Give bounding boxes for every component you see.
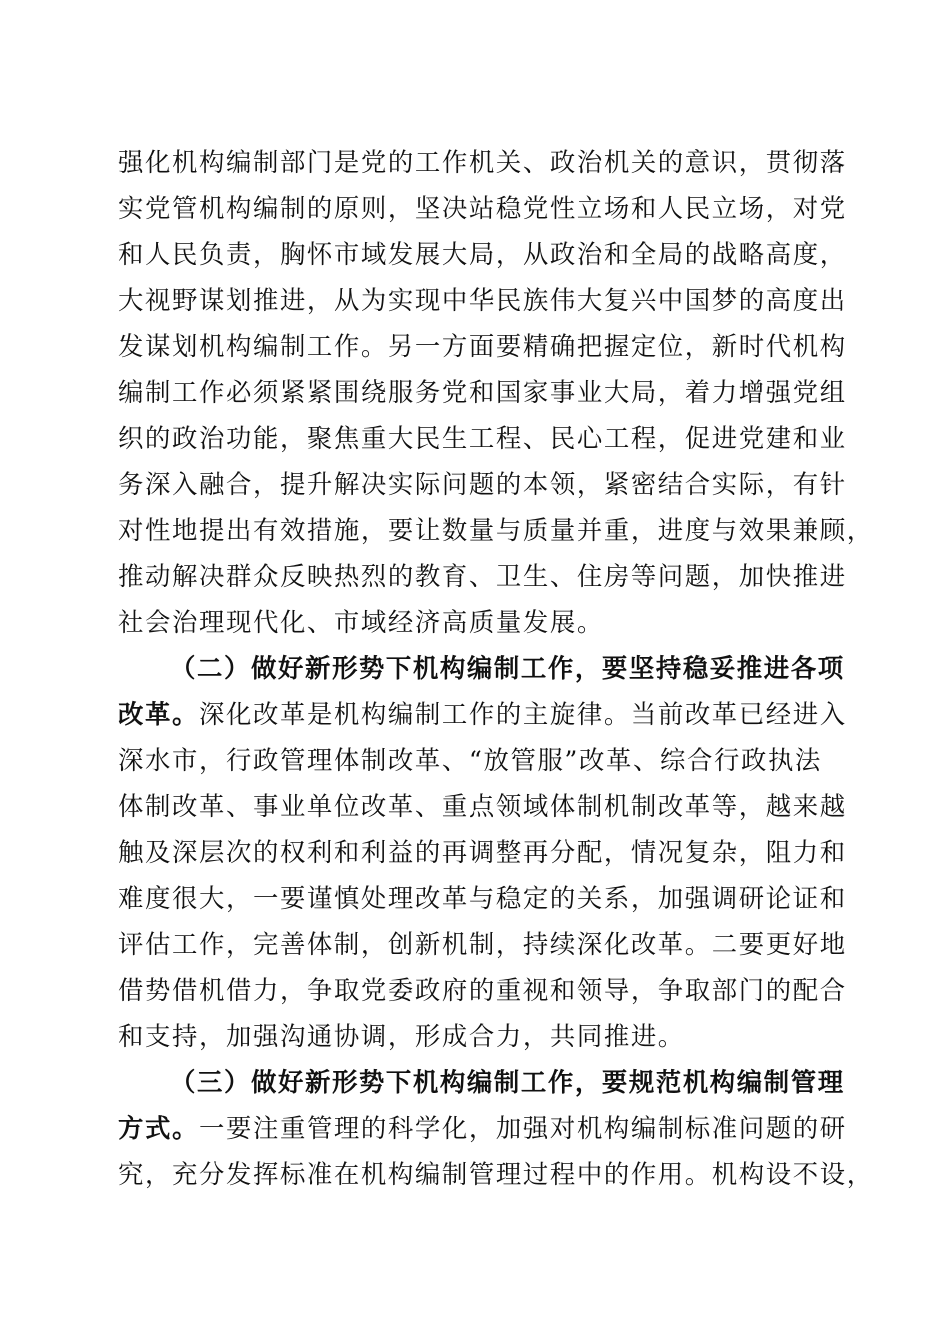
paragraph-line: 借势借机借力，争取党委政府的重视和领导，争取部门的配合 [118, 975, 847, 1005]
paragraph-line: 和人民负责，胸怀市域发展大局，从政治和全局的战略高度， [118, 239, 847, 269]
section-heading-end: 方式。 [118, 1113, 199, 1143]
paragraph-line: 推动解决群众反映热烈的教育、卫生、住房等问题，加快推进 [118, 561, 847, 591]
paragraph-line [118, 1106, 847, 1150]
paragraph-line [118, 692, 847, 736]
paragraph-line: 大视野谋划推进，从为实现中华民族伟大复兴中国梦的高度出 [118, 285, 847, 315]
paragraph-line: 和支持，加强沟通协调，形成合力，共同推进。 [118, 1021, 685, 1051]
paragraph-line: 强化机构编制部门是党的工作机关、政治机关的意识，贯彻落 [118, 147, 847, 177]
paragraph-line: 社会治理现代化、市域经济高质量发展。 [118, 607, 604, 637]
paragraph-line: 触及深层次的权利和利益的再调整再分配，情况复杂，阻力和 [118, 837, 847, 867]
paragraph-line: 编制工作必须紧紧围绕服务党和国家事业大局，着力增强党组 [118, 377, 847, 407]
paragraph-text: 深化改革是机构编制工作的主旋律。当前改革已经进入 [198, 699, 847, 729]
paragraph-line: 发谋划机构编制工作。另一方面要精确把握定位，新时代机构 [118, 331, 847, 361]
section-heading: （三）做好新形势下机构编制工作，要规范机构编制管理 [170, 1067, 845, 1097]
section-heading-end: 改革。 [118, 699, 199, 729]
paragraph-line: 评估工作，完善体制，创新机制，持续深化改革。二要更好地 [118, 929, 847, 959]
paragraph-line: 体制改革、事业单位改革、重点领域体制机制改革等，越来越 [118, 791, 847, 821]
paragraph-text: 一要注重管理的科学化，加强对机构编制标准问题的研 [198, 1113, 847, 1143]
paragraph-line: 务深入融合，提升解决实际问题的本领，紧密结合实际，有针 [118, 469, 847, 499]
section-heading: （二）做好新形势下机构编制工作，要坚持稳妥推进各项 [170, 653, 845, 683]
paragraph-line: 织的政治功能，聚焦重大民生工程、民心工程，促进党建和业 [118, 423, 847, 453]
paragraph-line: 实党管机构编制的原则，坚决站稳党性立场和人民立场，对党 [118, 193, 847, 223]
paragraph-line: 难度很大，一要谨慎处理改革与稳定的关系，加强调研论证和 [118, 883, 847, 913]
paragraph-line: 究，充分发挥标准在机构编制管理过程中的作用。机构设不设， [118, 1159, 874, 1189]
paragraph-line: 对性地提出有效措施，要让数量与质量并重，进度与效果兼顾， [118, 515, 874, 545]
paragraph-line: 深水市，行政管理体制改革、“放管服”改革、综合行政执法 [118, 745, 822, 775]
